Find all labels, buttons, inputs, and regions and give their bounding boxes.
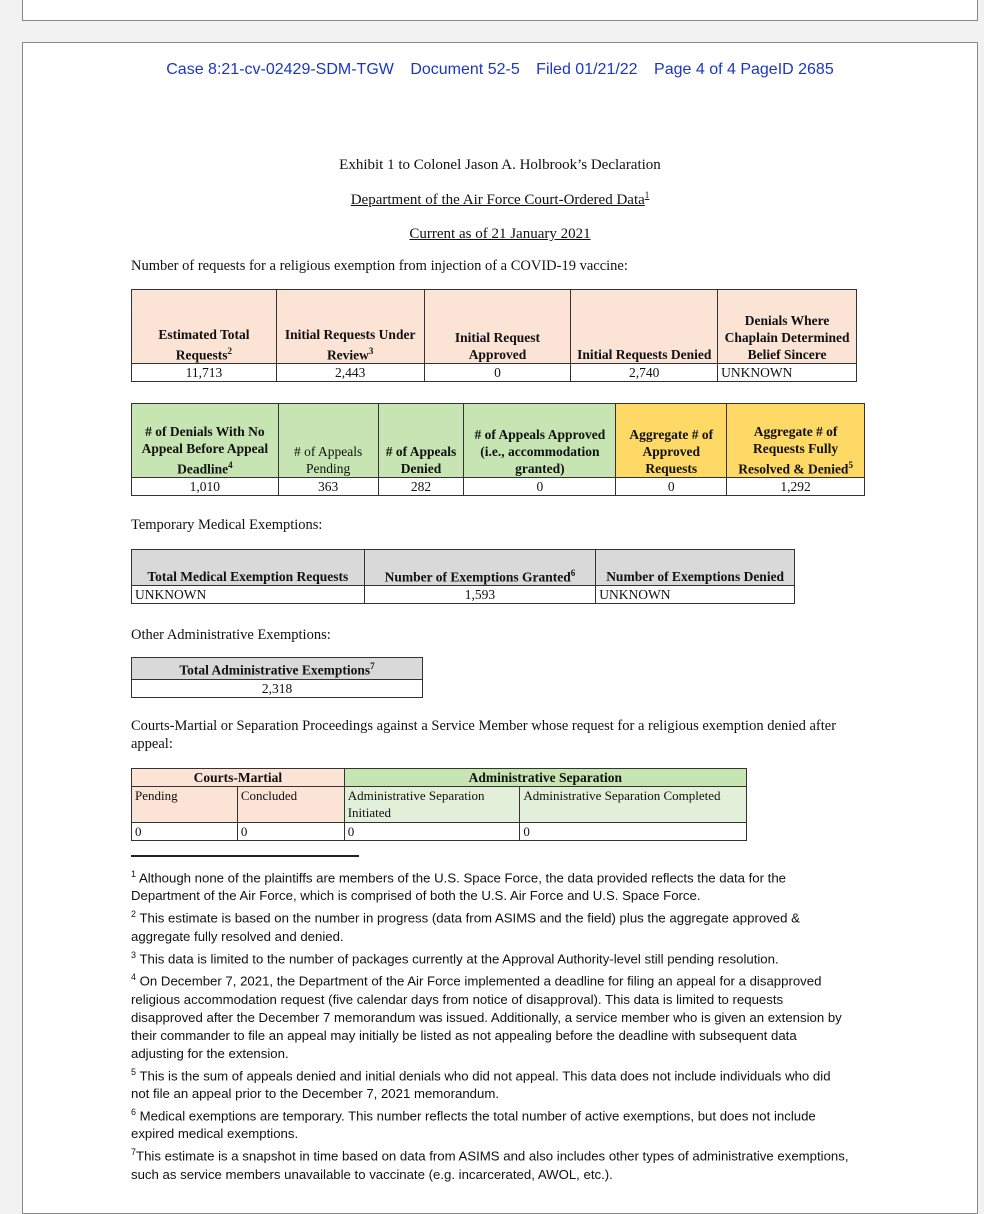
header-administrative-separation: Administrative Separation <box>344 769 746 787</box>
administrative-label: Other Administrative Exemptions: <box>131 627 331 643</box>
courts-group-row <box>132 769 747 787</box>
value-courts-concluded: 0 <box>237 823 344 841</box>
value-no-appeal-denials: 1,010 <box>132 478 279 496</box>
footnote-7: $^7$This estimate is a snapshot in time based on data from ASIMS and also includes other types of administrative exemptions, such as service members unavailable to vaccinate (e.g. incarcerated, AWOL, etc.). <box>131 1147 849 1182</box>
header-aggregate-approved: Aggregate # of Approved Requests <box>616 404 727 478</box>
footnote-4: $^4$ On December 7, 2021, the Department of the Air Force implemented a deadline for filing an appeal for a disapproved religious accommodation request (five calendar days from notice of disapproval). This data is limited to requests disapproved after the December 7 memorandum was issued. Additionally, a service member who is given an extension by their commander to file an appeal may initially be listed as not appealing before the deadline with subsequent data adjusting for the extension. <box>131 972 842 1061</box>
administrative-header-row <box>132 658 423 680</box>
header-aggregate-resolved-denied: Aggregate # of Requests Fully Resolved & Denied$^5$ <box>727 404 865 478</box>
value-initial-denied: 2,740 <box>571 364 718 382</box>
value-separation-initiated: 0 <box>344 823 520 841</box>
header-initial-under-review: Initial Requests Under Review$^3$ <box>276 290 424 364</box>
header-administrative-total: Total Administrative Exemptions$^7$ <box>132 658 423 680</box>
religious-requests-value-row <box>132 364 857 382</box>
document-number: Document 52-5 <box>410 61 520 78</box>
footnote-2: $^2$ This estimate is based on the number in progress (data from ASIMS and the field) plus the aggregate approved & aggregate fully resolved and denied. <box>131 909 800 944</box>
value-aggregate-resolved-denied: 1,292 <box>727 478 865 496</box>
header-initial-approved: Initial Request Approved <box>424 290 571 364</box>
footnote-separator <box>131 855 359 857</box>
value-appeals-denied: 282 <box>378 478 464 496</box>
administrative-value-row <box>132 679 423 697</box>
value-medical-denied: UNKNOWN <box>596 586 795 604</box>
footnote-3: $^3$ This data is limited to the number of packages currently at the Approval Authority-level still pending resolution. <box>131 949 779 967</box>
footnote-1: $^1$ Although none of the plaintiffs are members of the U.S. Space Force, the data provided reflects the data for the Department of the Air Force, which is comprised of both the U.S. Air Force and U.S. Space Force. <box>131 869 787 904</box>
value-medical-total: UNKNOWN <box>132 586 365 604</box>
appeals-table <box>131 403 865 496</box>
value-initial-under-review: 2,443 <box>276 364 424 382</box>
case-number: Case 8:21-cv-02429-SDM-TGW <box>166 61 394 78</box>
appeals-value-row <box>132 478 865 496</box>
document-page <box>22 42 978 1214</box>
footnote-6: $^6$ Medical exemptions are temporary. This number reflects the total number of active exemptions, but does not include expired medical exemptions. <box>131 1106 816 1142</box>
religious-intro: Number of requests for a religious exemption from injection of a COVID-19 vaccine: <box>131 258 628 274</box>
courts-martial-table <box>131 768 747 841</box>
administrative-exemptions-table <box>131 657 423 698</box>
medical-label: Temporary Medical Exemptions: <box>131 517 323 533</box>
case-header <box>23 61 977 79</box>
header-medical-denied: Number of Exemptions Denied <box>596 550 795 586</box>
appeals-header-row <box>132 404 865 478</box>
previous-page-edge <box>22 0 978 21</box>
page-id: Page 4 of 4 PageID 2685 <box>654 61 834 78</box>
header-appeals-denied: # of Appeals Denied <box>378 404 464 478</box>
value-separation-completed: 0 <box>520 823 747 841</box>
subheader-separation-completed: Administrative Separation Completed <box>520 787 747 823</box>
header-appeals-pending: # of Appeals Pending <box>278 404 378 478</box>
medical-value-row <box>132 586 795 604</box>
header-initial-denied: Initial Requests Denied <box>571 290 718 364</box>
footnotes <box>131 865 851 1184</box>
value-administrative-total: 2,318 <box>132 679 423 697</box>
value-initial-approved: 0 <box>424 364 571 382</box>
department-title <box>23 190 977 209</box>
courts-intro: Courts-Martial or Separation Proceedings against a Service Member whose request for a religious exemption denied after appeal: <box>131 718 837 752</box>
footnote-5: $^5$ This is the sum of appeals denied and initial denials who did not appeal. This data does not include individuals who did not file an appeal prior to the December 7, 2021 memorandum. <box>131 1066 831 1101</box>
header-courts-martial: Courts-Martial <box>132 769 345 787</box>
header-medical-granted: Number of Exemptions Granted$^6$ <box>364 550 596 586</box>
header-estimated-total: Estimated Total Requests$^2$ <box>132 290 277 364</box>
current-date-title: Current as of 21 January 2021 <box>409 226 591 242</box>
religious-requests-table <box>131 289 857 382</box>
medical-exemptions-table <box>131 549 795 604</box>
religious-requests-header-row <box>132 290 857 364</box>
value-appeals-pending: 363 <box>278 478 378 496</box>
subheader-separation-initiated: Administrative Separation Initiated <box>344 787 520 823</box>
value-medical-granted: 1,593 <box>364 586 596 604</box>
courts-subheader-row <box>132 787 747 823</box>
header-no-appeal-denials: # of Denials With No Appeal Before Appeal Deadline$^4$ <box>132 404 279 478</box>
department-title-text: Department of the Air Force Court-Ordered Data <box>350 192 645 208</box>
value-appeals-approved: 0 <box>464 478 616 496</box>
medical-header-row <box>132 550 795 586</box>
value-chaplain-sincere: UNKNOWN <box>718 364 857 382</box>
department-title-sup: 1 <box>644 190 650 200</box>
courts-value-row <box>132 823 747 841</box>
subheader-concluded: Concluded <box>237 787 344 823</box>
value-estimated-total: 11,713 <box>132 364 277 382</box>
value-aggregate-approved: 0 <box>616 478 727 496</box>
header-medical-total: Total Medical Exemption Requests <box>132 550 365 586</box>
value-courts-pending: 0 <box>132 823 238 841</box>
header-appeals-approved: # of Appeals Approved (i.e., accommodation granted) <box>464 404 616 478</box>
filed-date: Filed 01/21/22 <box>536 61 638 78</box>
exhibit-title: Exhibit 1 to Colonel Jason A. Holbrook’s Declaration <box>339 157 661 173</box>
subheader-pending: Pending <box>132 787 238 823</box>
header-chaplain-sincere: Denials Where Chaplain Determined Belief Sincere <box>718 290 857 364</box>
